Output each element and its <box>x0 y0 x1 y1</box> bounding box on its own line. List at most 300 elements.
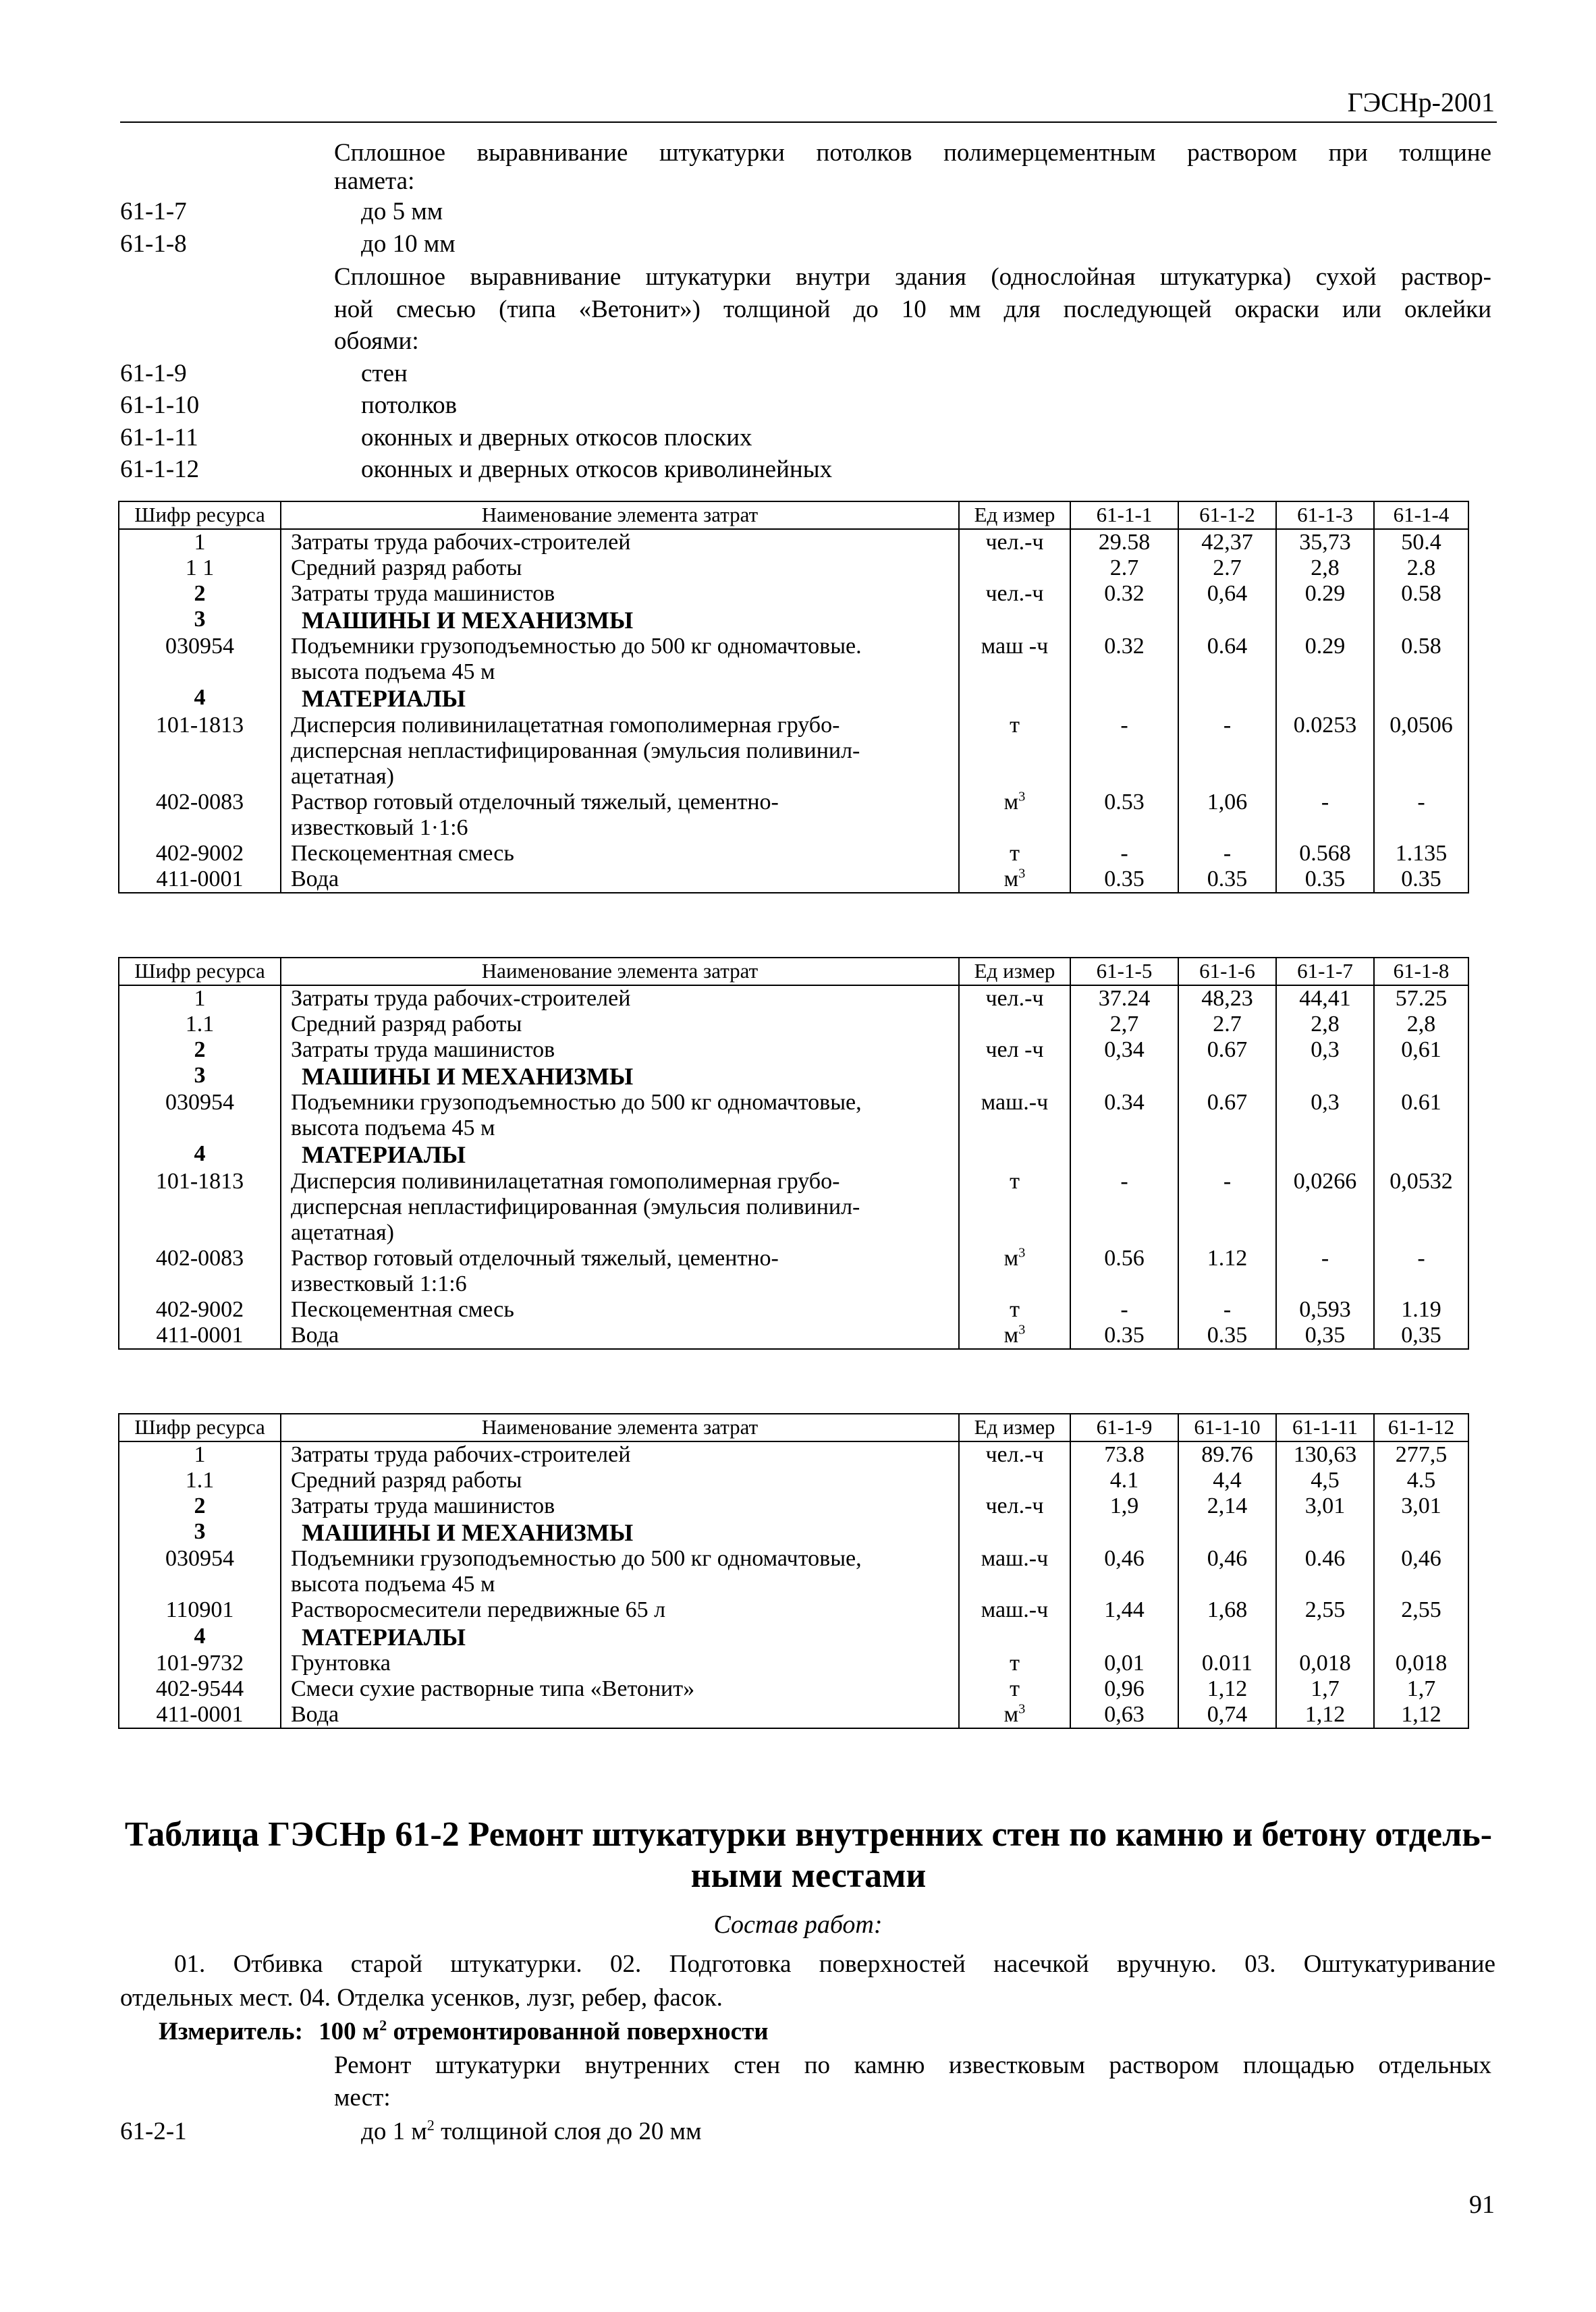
document-code: ГЭСНр-2001 <box>1347 87 1495 117</box>
value-cell: 0.67 <box>1178 1090 1276 1141</box>
value-cell: 3,01 <box>1374 1493 1468 1519</box>
header-norm: 61-1-9 <box>1070 1414 1178 1441</box>
name-line: дисперсная непластифицированная (эмульсия поливинил- <box>291 738 860 763</box>
group1-title-line1: Сплошное выравнивание штукатурки потолков полимерцементным раствором при толщине <box>334 139 1491 167</box>
value-cell: 0.32 <box>1070 581 1178 607</box>
unit-text: м <box>1003 1701 1019 1727</box>
resource-name: Вода <box>281 1702 959 1728</box>
resource-code: 402-9544 <box>119 1676 281 1702</box>
resource-code: 411-0001 <box>119 866 281 893</box>
table-row <box>119 1169 1468 1246</box>
value-cell: 0.568 <box>1276 841 1374 866</box>
value-cell: 1.12 <box>1178 1246 1276 1297</box>
value-cell: - <box>1374 790 1468 841</box>
item-code: 61-1-7 <box>120 198 187 225</box>
empty-cell <box>1070 1141 1178 1168</box>
value-cell: 1,44 <box>1070 1597 1178 1623</box>
value-cell: 2,7 <box>1070 1012 1178 1037</box>
header-norm: 61-1-4 <box>1374 501 1468 529</box>
section-row <box>119 1519 1468 1546</box>
empty-cell <box>1374 607 1468 634</box>
resource-unit: т <box>959 1297 1070 1323</box>
unit-superscript: 3 <box>1018 789 1026 804</box>
resource-unit <box>959 790 1070 841</box>
resource-name: Затраты труда машинистов <box>281 1037 959 1063</box>
section-code: 4 <box>119 1141 281 1168</box>
value-cell: 0.58 <box>1374 634 1468 685</box>
header-rule <box>120 121 1497 123</box>
empty-cell <box>959 685 1070 712</box>
resource-name: Затраты труда машинистов <box>281 581 959 607</box>
resource-code: 1 <box>119 529 281 555</box>
header-code: Шифр ресурса <box>119 501 281 529</box>
name-line: Подъемники грузоподъемностью до 500 кг одномачтовые. <box>291 634 862 659</box>
value-cell: 2.8 <box>1374 555 1468 581</box>
value-cell: 0,01 <box>1070 1651 1178 1676</box>
value-cell: 0.35 <box>1070 866 1178 893</box>
header-norm: 61-1-6 <box>1178 958 1276 985</box>
resource-unit <box>959 1246 1070 1297</box>
value-cell: 0,35 <box>1374 1323 1468 1349</box>
group2-title-line1: Сплошное выравнивание штукатурки внутри здания (однослойная штукатурка) сухой раствор- <box>334 263 1491 291</box>
resource-unit: чел -ч <box>959 1037 1070 1063</box>
resource-code: 402-0083 <box>119 1246 281 1297</box>
table-row <box>119 1468 1468 1493</box>
unit-superscript: 3 <box>1018 1245 1026 1261</box>
empty-cell <box>1178 1063 1276 1090</box>
name-line: Дисперсия поливинилацетатная гомополимерная грубо- <box>291 1168 840 1194</box>
value-cell: 2,8 <box>1276 1012 1374 1037</box>
empty-cell <box>959 1063 1070 1090</box>
empty-cell <box>1178 685 1276 712</box>
value-cell: 3,01 <box>1276 1493 1374 1519</box>
value-cell: 73.8 <box>1070 1441 1178 1468</box>
resource-unit: маш.-ч <box>959 1090 1070 1141</box>
resource-code: 402-0083 <box>119 790 281 841</box>
resource-unit: маш -ч <box>959 634 1070 685</box>
name-line: Раствор готовый отделочный тяжелый, цементно- <box>291 1245 779 1271</box>
value-cell: 0.35 <box>1276 866 1374 893</box>
value-cell: 2,55 <box>1374 1597 1468 1623</box>
item-text: до 5 мм <box>361 198 443 225</box>
table-header-row <box>119 501 1468 529</box>
resource-code: 411-0001 <box>119 1323 281 1349</box>
empty-cell <box>1374 1141 1468 1168</box>
value-cell: 0,3 <box>1276 1037 1374 1063</box>
empty-cell <box>959 1624 1070 1651</box>
value-cell: 2,55 <box>1276 1597 1374 1623</box>
resource-name: Средний разряд работы <box>281 1468 959 1493</box>
value-cell: 42,37 <box>1178 529 1276 555</box>
resource-name <box>281 790 959 841</box>
unit-text: м <box>1003 789 1019 815</box>
value-cell: - <box>1178 1297 1276 1323</box>
empty-cell <box>1374 1519 1468 1546</box>
table-row <box>119 581 1468 607</box>
section-row <box>119 685 1468 712</box>
name-line: Подъемники грузоподъемностью до 500 кг одномачтовые, <box>291 1546 862 1572</box>
empty-cell <box>1276 685 1374 712</box>
work-composition-line1: 01. Отбивка старой штукатурки. 02. Подготовка поверхностей насечкой вручную. 03. Оштукатуривание <box>174 1950 1495 1978</box>
value-cell: 48,23 <box>1178 985 1276 1012</box>
item-text: стен <box>361 360 408 387</box>
name-line: Раствор готовый отделочный тяжелый, цементно- <box>291 789 779 815</box>
resource-name: Пескоцементная смесь <box>281 841 959 866</box>
name-line: ацетатная) <box>291 1219 394 1245</box>
unit-text: м <box>1003 866 1019 892</box>
title-line: ными местами <box>690 1856 927 1896</box>
table-header-row <box>119 958 1468 985</box>
name-line: высота подъема 45 м <box>291 1116 495 1141</box>
item-text-part: до 1 м <box>361 2118 427 2145</box>
table-row <box>119 634 1468 685</box>
resource-unit: чел.-ч <box>959 581 1070 607</box>
table-row <box>119 1037 1468 1063</box>
value-cell: 2.7 <box>1178 1012 1276 1037</box>
resource-table-3 <box>118 1413 1469 1729</box>
resource-name: Пескоцементная смесь <box>281 1297 959 1323</box>
value-cell: 0.35 <box>1070 1323 1178 1349</box>
header-unit: Ед измер <box>959 958 1070 985</box>
value-cell: 0.53 <box>1070 790 1178 841</box>
meter-value-text: 100 м <box>319 2018 380 2045</box>
section-title: МАТЕРИАЛЫ <box>281 1141 959 1168</box>
resource-code: 2 <box>119 1493 281 1519</box>
resource-unit <box>959 1323 1070 1349</box>
table-row <box>119 1246 1468 1297</box>
section-title: МАШИНЫ И МЕХАНИЗМЫ <box>281 1519 959 1546</box>
resource-code: 2 <box>119 581 281 607</box>
item-code: 61-1-9 <box>120 360 187 387</box>
meter-row <box>159 2016 769 2045</box>
value-cell: 1,68 <box>1178 1597 1276 1623</box>
section-code: 3 <box>119 1063 281 1090</box>
resource-name: Затраты труда рабочих-строителей <box>281 1441 959 1468</box>
item-code: 61-1-12 <box>120 456 200 483</box>
value-cell: 2,14 <box>1178 1493 1276 1519</box>
value-cell: - <box>1178 841 1276 866</box>
resource-name <box>281 1169 959 1246</box>
resource-name: Затраты труда машинистов <box>281 1493 959 1519</box>
item-text: оконных и дверных откосов плоских <box>361 424 752 451</box>
resource-unit <box>959 1702 1070 1728</box>
group2-title-line2: ной смесью (типа «Ветонит») толщиной до 10 мм для последующей окраски или оклейки <box>334 296 1491 323</box>
header-norm: 61-1-1 <box>1070 501 1178 529</box>
resource-name <box>281 713 959 790</box>
value-cell: 4.1 <box>1070 1468 1178 1493</box>
table-row <box>119 1546 1468 1597</box>
value-cell: 2.7 <box>1070 555 1178 581</box>
table-row <box>119 1297 1468 1323</box>
table-row <box>119 790 1468 841</box>
value-cell: 1,7 <box>1374 1676 1468 1702</box>
value-cell: 0,63 <box>1070 1702 1178 1728</box>
empty-cell <box>1276 1141 1374 1168</box>
empty-cell <box>959 1519 1070 1546</box>
resource-unit: чел.-ч <box>959 1441 1070 1468</box>
value-cell: 2,8 <box>1374 1012 1468 1037</box>
table-row <box>119 1702 1468 1728</box>
header-norm: 61-1-10 <box>1178 1414 1276 1441</box>
item-text <box>361 2116 702 2145</box>
resource-code: 030954 <box>119 1090 281 1141</box>
resource-name <box>281 634 959 685</box>
table-row <box>119 529 1468 555</box>
unit-superscript: 3 <box>1018 1322 1026 1338</box>
work-composition-label: Состав работ: <box>713 1910 883 1939</box>
name-line: Подъемники грузоподъемностью до 500 кг одномачтовые, <box>291 1090 862 1116</box>
table-row <box>119 1441 1468 1468</box>
value-cell: - <box>1276 1246 1374 1297</box>
unit-text: м <box>1003 1245 1019 1271</box>
value-cell: 1,9 <box>1070 1493 1178 1519</box>
section-title: МАШИНЫ И МЕХАНИЗМЫ <box>281 607 959 634</box>
value-cell: 2,8 <box>1276 555 1374 581</box>
resource-name <box>281 1090 959 1141</box>
empty-cell <box>959 555 1070 581</box>
item-text: оконных и дверных откосов криволинейных <box>361 456 833 483</box>
table-section-title <box>120 1814 1497 1897</box>
value-cell: 50.4 <box>1374 529 1468 555</box>
value-cell: 0,46 <box>1070 1546 1178 1597</box>
value-cell: - <box>1070 1297 1178 1323</box>
empty-cell <box>959 1141 1070 1168</box>
title-line: Таблица ГЭСНр 61-2 Ремонт штукатурки внутренних стен по камню и бетону отдель- <box>124 1815 1493 1854</box>
value-cell: 0,0266 <box>1276 1169 1374 1246</box>
value-cell: 4,4 <box>1178 1468 1276 1493</box>
value-cell: 0,74 <box>1178 1702 1276 1728</box>
value-cell: 29.58 <box>1070 529 1178 555</box>
empty-cell <box>959 1468 1070 1493</box>
value-cell: 0,46 <box>1374 1546 1468 1597</box>
name-line: дисперсная непластифицированная (эмульсия поливинил- <box>291 1194 860 1219</box>
value-cell: 1,7 <box>1276 1676 1374 1702</box>
resource-unit: маш.-ч <box>959 1546 1070 1597</box>
repair-description-line2: мест: <box>334 2084 391 2112</box>
header-unit: Ед измер <box>959 1414 1070 1441</box>
item-code: 61-1-8 <box>120 230 187 258</box>
table-row <box>119 555 1468 581</box>
meter-value <box>319 2018 768 2045</box>
resource-code: 2 <box>119 1037 281 1063</box>
resource-unit: чел.-ч <box>959 529 1070 555</box>
empty-cell <box>1070 1624 1178 1651</box>
value-cell: 0,96 <box>1070 1676 1178 1702</box>
value-cell: 0.29 <box>1276 634 1374 685</box>
value-cell: 0.35 <box>1178 866 1276 893</box>
value-cell: 1,12 <box>1276 1702 1374 1728</box>
unit-text: м <box>1003 1323 1019 1348</box>
item-superscript: 2 <box>426 2116 435 2134</box>
value-cell: 44,41 <box>1276 985 1374 1012</box>
name-line: известковый 1:1:6 <box>291 1271 467 1297</box>
value-cell: 1.19 <box>1374 1297 1468 1323</box>
resource-unit: чел.-ч <box>959 1493 1070 1519</box>
resource-code: 1 <box>119 1441 281 1468</box>
header-norm: 61-1-7 <box>1276 958 1374 985</box>
value-cell: 277,5 <box>1374 1441 1468 1468</box>
meter-label: Измеритель: <box>159 2018 303 2045</box>
header-norm: 61-1-8 <box>1374 958 1468 985</box>
resource-code: 110901 <box>119 1597 281 1623</box>
item-code: 61-1-11 <box>120 424 198 451</box>
table-row <box>119 1493 1468 1519</box>
empty-cell <box>1178 1519 1276 1546</box>
value-cell: 0,34 <box>1070 1037 1178 1063</box>
header-code: Шифр ресурса <box>119 958 281 985</box>
resource-name <box>281 1246 959 1297</box>
resource-code: 030954 <box>119 1546 281 1597</box>
resource-name: Растворосмесители передвижные 65 л <box>281 1597 959 1623</box>
header-name: Наименование элемента затрат <box>281 958 959 985</box>
section-code: 3 <box>119 607 281 634</box>
resource-name <box>281 1546 959 1597</box>
resource-table-1 <box>118 501 1469 893</box>
resource-unit: чел.-ч <box>959 985 1070 1012</box>
resource-code: 1.1 <box>119 1468 281 1493</box>
value-cell: - <box>1276 790 1374 841</box>
value-cell: 0,0506 <box>1374 713 1468 790</box>
resource-code: 411-0001 <box>119 1702 281 1728</box>
name-line: ацетатная) <box>291 763 394 789</box>
value-cell: 0.0253 <box>1276 713 1374 790</box>
resource-name: Вода <box>281 1323 959 1349</box>
resource-unit: т <box>959 713 1070 790</box>
resource-code: 1 <box>119 985 281 1012</box>
value-cell: 2.7 <box>1178 555 1276 581</box>
resource-name: Средний разряд работы <box>281 555 959 581</box>
value-cell: 0,593 <box>1276 1297 1374 1323</box>
empty-cell <box>1374 685 1468 712</box>
value-cell: 0,64 <box>1178 581 1276 607</box>
empty-cell <box>1276 1063 1374 1090</box>
section-row <box>119 1063 1468 1090</box>
value-cell: 1,12 <box>1374 1702 1468 1728</box>
section-code: 3 <box>119 1519 281 1546</box>
header-name: Наименование элемента затрат <box>281 1414 959 1441</box>
section-row <box>119 607 1468 634</box>
resource-name: Средний разряд работы <box>281 1012 959 1037</box>
empty-cell <box>1178 1624 1276 1651</box>
value-cell: 35,73 <box>1276 529 1374 555</box>
value-cell: 0.011 <box>1178 1651 1276 1676</box>
value-cell: 1,12 <box>1178 1676 1276 1702</box>
resource-code: 402-9002 <box>119 841 281 866</box>
value-cell: 1.135 <box>1374 841 1468 866</box>
work-composition-line2: отдельных мест. 04. Отделка усенков, лузг, ребер, фасок. <box>120 1984 723 2012</box>
table-row <box>119 1012 1468 1037</box>
empty-cell <box>1070 607 1178 634</box>
meter-superscript: 2 <box>379 2016 387 2034</box>
header-code: Шифр ресурса <box>119 1414 281 1441</box>
table-row <box>119 713 1468 790</box>
resource-unit: т <box>959 1169 1070 1246</box>
resource-code: 402-9002 <box>119 1297 281 1323</box>
resource-code: 101-1813 <box>119 713 281 790</box>
value-cell: 0,018 <box>1374 1651 1468 1676</box>
unit-superscript: 3 <box>1018 1701 1026 1717</box>
value-cell: 4,5 <box>1276 1468 1374 1493</box>
value-cell: 0.34 <box>1070 1090 1178 1141</box>
table-row <box>119 1651 1468 1676</box>
empty-cell <box>1178 607 1276 634</box>
value-cell: 1,06 <box>1178 790 1276 841</box>
value-cell: 0.61 <box>1374 1090 1468 1141</box>
header-name: Наименование элемента затрат <box>281 501 959 529</box>
section-row <box>119 1624 1468 1651</box>
empty-cell <box>959 607 1070 634</box>
header-unit: Ед измер <box>959 501 1070 529</box>
resource-code: 101-1813 <box>119 1169 281 1246</box>
section-title: МАТЕРИАЛЫ <box>281 1624 959 1651</box>
value-cell: - <box>1070 841 1178 866</box>
resource-code: 030954 <box>119 634 281 685</box>
resource-unit: т <box>959 1676 1070 1702</box>
empty-cell <box>1276 607 1374 634</box>
value-cell: 130,63 <box>1276 1441 1374 1468</box>
value-cell: 0.64 <box>1178 634 1276 685</box>
value-cell: 0,46 <box>1178 1546 1276 1597</box>
value-cell: 0,3 <box>1276 1090 1374 1141</box>
item-code: 61-1-10 <box>120 391 200 419</box>
resource-name: Смеси сухие растворные типа «Ветонит» <box>281 1676 959 1702</box>
value-cell: 0.67 <box>1178 1037 1276 1063</box>
value-cell: 0.29 <box>1276 581 1374 607</box>
name-line: высота подъема 45 м <box>291 659 495 685</box>
table-row <box>119 866 1468 893</box>
resource-name: Вода <box>281 866 959 893</box>
value-cell: - <box>1178 713 1276 790</box>
value-cell: - <box>1178 1169 1276 1246</box>
empty-cell <box>959 1012 1070 1037</box>
value-cell: 0.56 <box>1070 1246 1178 1297</box>
value-cell: - <box>1374 1246 1468 1297</box>
header-norm: 61-1-5 <box>1070 958 1178 985</box>
header-norm: 61-1-11 <box>1276 1414 1374 1441</box>
resource-name: Затраты труда рабочих-строителей <box>281 529 959 555</box>
value-cell: 0,35 <box>1276 1323 1374 1349</box>
value-cell: 0.35 <box>1178 1323 1276 1349</box>
value-cell: 0.32 <box>1070 634 1178 685</box>
resource-code: 1.1 <box>119 1012 281 1037</box>
table-row <box>119 841 1468 866</box>
value-cell: 0.46 <box>1276 1546 1374 1597</box>
value-cell: 4.5 <box>1374 1468 1468 1493</box>
group1-title-line2: намета: <box>334 167 415 195</box>
name-line: высота подъема 45 м <box>291 1572 495 1597</box>
resource-code: 101-9732 <box>119 1651 281 1676</box>
name-line: Дисперсия поливинилацетатная гомополимерная грубо- <box>291 712 840 738</box>
table-row <box>119 1676 1468 1702</box>
value-cell: - <box>1070 713 1178 790</box>
table-header-row <box>119 1414 1468 1441</box>
item-text-part: толщиной слоя до 20 мм <box>434 2118 702 2145</box>
value-cell: 0.58 <box>1374 581 1468 607</box>
value-cell: 0,61 <box>1374 1037 1468 1063</box>
table-row <box>119 1323 1468 1349</box>
item-text: потолков <box>361 391 458 419</box>
empty-cell <box>1374 1624 1468 1651</box>
resource-unit: т <box>959 1651 1070 1676</box>
empty-cell <box>1276 1624 1374 1651</box>
header-norm: 61-1-2 <box>1178 501 1276 529</box>
resource-unit <box>959 866 1070 893</box>
resource-unit: т <box>959 841 1070 866</box>
section-row <box>119 1141 1468 1168</box>
header-norm: 61-1-3 <box>1276 501 1374 529</box>
empty-cell <box>1178 1141 1276 1168</box>
value-cell: 0,0532 <box>1374 1169 1468 1246</box>
